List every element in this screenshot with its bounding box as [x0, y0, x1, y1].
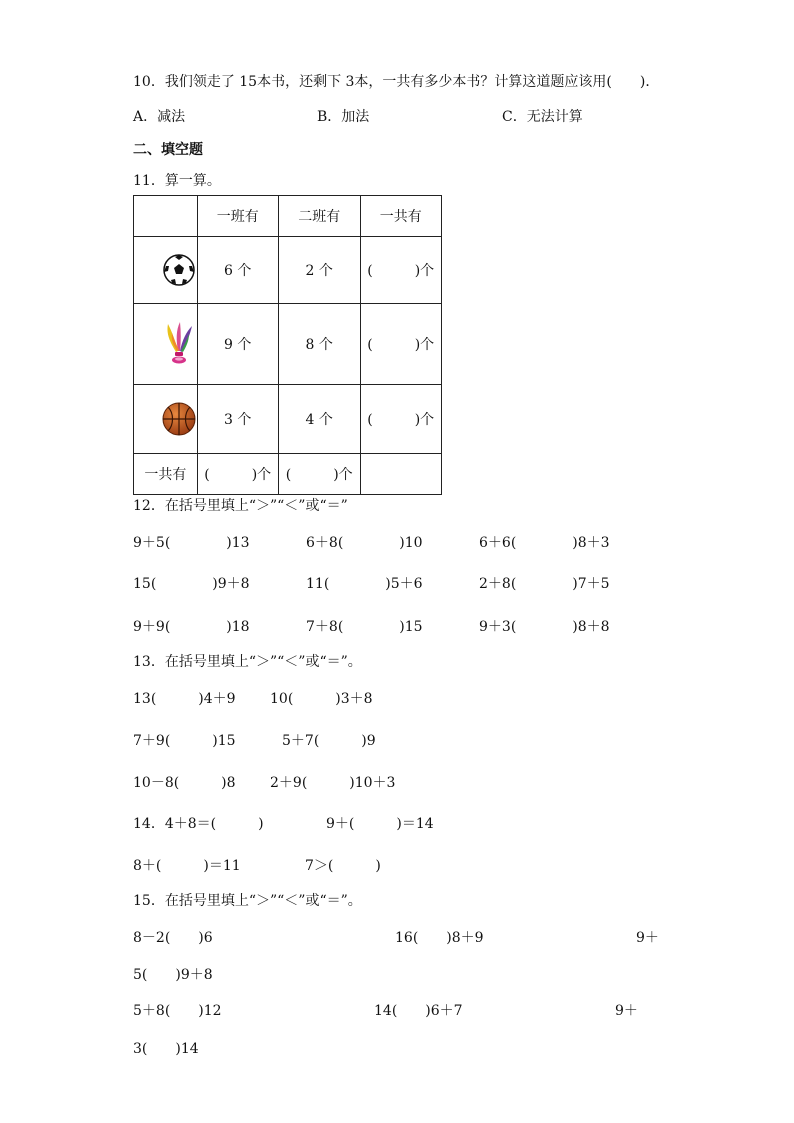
- q10-question: 10．我们领走了 15本书，还剩下 3本，一共有多少本书？计算这道题应该用( )．: [133, 74, 660, 90]
- q13-title: 13．在括号里填上“＞”“＜”或“＝”。: [133, 654, 362, 670]
- answer-blank[interactable]: ( )个: [360, 304, 441, 385]
- table-header-cell: 二班有: [278, 196, 360, 237]
- q12-item[interactable]: 15( )9＋8: [133, 576, 250, 592]
- q15-item[interactable]: 8－2( )6: [133, 930, 213, 946]
- q12-item[interactable]: 6＋8( )10: [306, 535, 423, 551]
- table-cell: 2 个: [278, 237, 360, 304]
- q13-item[interactable]: 7＋9( )15: [133, 733, 236, 749]
- table-icon-cell: [134, 304, 198, 385]
- shuttlecock-icon: [162, 320, 196, 368]
- answer-blank[interactable]: ( )个: [278, 454, 360, 495]
- soccer-ball-icon: [162, 253, 196, 287]
- q13-item[interactable]: 10－8( )8: [133, 775, 236, 791]
- table-icon-cell: [134, 237, 198, 304]
- q13-item[interactable]: 5＋7( )9: [282, 733, 376, 749]
- table-cell: 一共有: [134, 454, 198, 495]
- table-cell: 8 个: [278, 304, 360, 385]
- q11-title: 11．算一算。: [133, 173, 221, 189]
- table-cell: 3 个: [197, 385, 278, 454]
- answer-blank[interactable]: ( )个: [197, 454, 278, 495]
- q12-item[interactable]: 2＋8( )7＋5: [479, 576, 610, 592]
- q14-item[interactable]: 8＋( )＝11: [133, 858, 241, 874]
- q12-item[interactable]: 11( )5＋6: [306, 576, 423, 592]
- q15-item[interactable]: 9＋: [615, 1003, 638, 1019]
- q14-item[interactable]: 14．4＋8＝( ): [133, 816, 264, 832]
- q13-item[interactable]: 13( )4＋9: [133, 691, 236, 707]
- q15-item[interactable]: 14( )6＋7: [374, 1003, 463, 1019]
- table-total-row: [134, 454, 442, 495]
- table-row: [134, 304, 442, 385]
- table-header-cell: 一共有: [360, 196, 441, 237]
- q14-item[interactable]: 9＋( )＝14: [326, 816, 434, 832]
- table-header-cell: [134, 196, 198, 237]
- table-row: [134, 385, 442, 454]
- table-row: [134, 237, 442, 304]
- q10-option-c: C．无法计算: [502, 109, 583, 125]
- q12-item[interactable]: 9＋3( )8＋8: [479, 619, 610, 635]
- q15-item[interactable]: 5＋8( )12: [133, 1003, 222, 1019]
- answer-blank[interactable]: ( )个: [360, 237, 441, 304]
- section-title: 二、填空题: [133, 142, 203, 158]
- q15-item[interactable]: 5( )9＋8: [133, 967, 213, 983]
- q13-item[interactable]: 10( )3＋8: [270, 691, 373, 707]
- table-header-row: [134, 196, 442, 237]
- q12-item[interactable]: 7＋8( )15: [306, 619, 423, 635]
- q15-item[interactable]: 16( )8＋9: [395, 930, 484, 946]
- table-cell: [360, 454, 441, 495]
- q11-table: [133, 195, 442, 495]
- table-cell: 4 个: [278, 385, 360, 454]
- table-icon-cell: [134, 385, 198, 454]
- q15-item[interactable]: 9＋: [636, 930, 659, 946]
- q12-item[interactable]: 9＋9( )18: [133, 619, 250, 635]
- q14-item[interactable]: 7＞( ): [305, 858, 381, 874]
- basketball-icon: [161, 401, 197, 437]
- q10-option-a: A．减法: [133, 109, 186, 125]
- q15-item[interactable]: 3( )14: [133, 1041, 199, 1057]
- answer-blank[interactable]: ( )个: [360, 385, 441, 454]
- q13-item[interactable]: 2＋9( )10＋3: [270, 775, 396, 791]
- q12-item[interactable]: 6＋6( )8＋3: [479, 535, 610, 551]
- q10-option-b: B．加法: [317, 109, 370, 125]
- table-cell: 6 个: [197, 237, 278, 304]
- q12-item[interactable]: 9＋5( )13: [133, 535, 250, 551]
- q12-title: 12．在括号里填上“＞”“＜”或“＝”: [133, 498, 348, 514]
- table-cell: 9 个: [197, 304, 278, 385]
- q15-title: 15．在括号里填上“＞”“＜”或“＝”。: [133, 893, 362, 909]
- table-header-cell: 一班有: [197, 196, 278, 237]
